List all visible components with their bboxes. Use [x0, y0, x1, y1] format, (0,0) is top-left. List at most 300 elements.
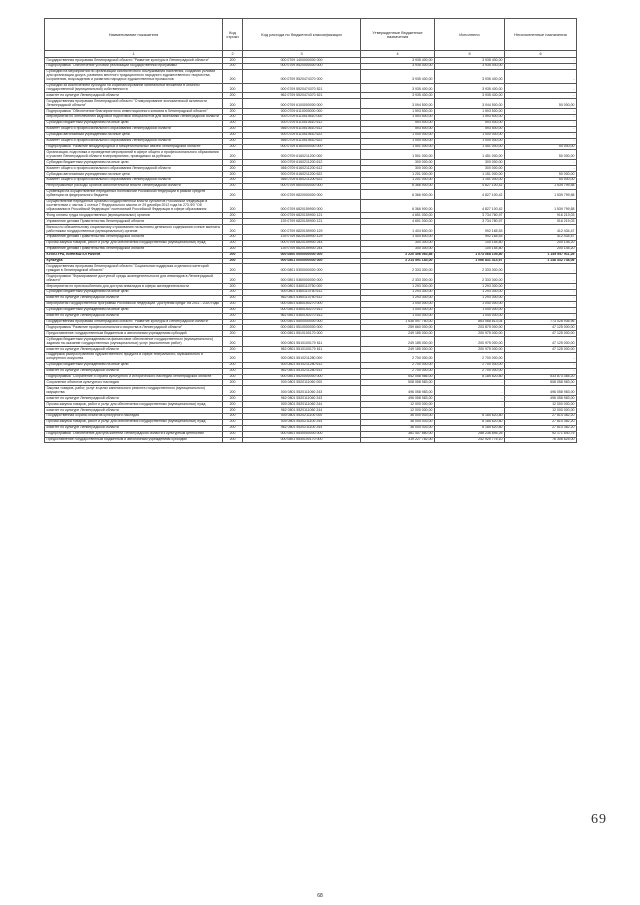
row-line-code: 200	[223, 93, 243, 99]
row-executed: 1 000 000,00	[435, 132, 505, 138]
row-unexecuted: -	[505, 295, 577, 301]
row-unexecuted: 1 539 799,58	[505, 183, 577, 189]
row-approved: 593 500,00	[361, 126, 435, 132]
row-name: Государственная охрана объектов культурного наследия	[45, 413, 223, 419]
row-line-code: 200	[223, 225, 243, 235]
row-approved: 1 201 000,00	[361, 172, 435, 178]
row-name: Комитет общего и профессионального образования Ленинградской области	[45, 138, 223, 144]
row-approved: 1 593 500,00	[361, 114, 435, 120]
row-executed: 1 040 000,00	[435, 301, 505, 307]
row-executed: 200 975 000,00	[435, 331, 505, 337]
row-executed: 1 040 000,00	[435, 307, 505, 313]
row-executed: 3 044 500,00	[435, 99, 505, 109]
row-line-code: 200	[223, 419, 243, 425]
table-row	[45, 264, 577, 274]
row-name: Субсидии за исключением субсидий на софинансирование капитальных вложений в объекты государственной (муниципальной) собственности	[45, 83, 223, 93]
row-line-code: 200	[223, 319, 243, 325]
row-executed: 2 333 300,00	[435, 274, 505, 284]
row-unexecuted: 50 000,00	[505, 172, 577, 178]
row-expense-code: 000 0709 6820159900 000	[243, 199, 361, 213]
row-unexecuted: 50 000,00	[505, 150, 577, 160]
row-unexecuted: -	[505, 166, 577, 172]
row-unexecuted: -	[505, 63, 577, 69]
row-unexecuted: -	[505, 352, 577, 362]
row-unexecuted: 200 145,20	[505, 240, 577, 246]
row-expense-code: 000 0709 5520000000 000	[243, 63, 361, 69]
row-expense-code: 962 0801 5520211100 244	[243, 425, 361, 431]
row-executed: 4 827 100,42	[435, 189, 505, 199]
row-name: Подпрограмма "Обеспечение доступа жителей Ленинградской области к культурным ценностям"	[45, 431, 223, 437]
row-expense-code: 000 0709 6110000000 000	[243, 109, 361, 115]
row-approved: 300 300,00	[361, 240, 435, 246]
row-name: Осуществление переданных органам государственной власти субъектов Российской Федерации в соответствии с частью 1 статьи 7 Федерального закона от 29 декабря 2012 года № 273-ФЗ "Об образовании в Российской Федерации" полномочий Российской Федерации в сфере образования	[45, 199, 223, 213]
row-expense-code: 000 0801 5510000000 000	[243, 325, 361, 331]
row-approved: 3 935 400,00	[361, 63, 435, 69]
row-expense-code: 000 0801 5500000000 000	[243, 319, 361, 325]
row-expense-code: 000 0801 5360150270 612	[243, 307, 361, 313]
row-name: комитет по культуре Ленинградской области	[45, 347, 223, 353]
row-executed: 300 000,00	[435, 160, 505, 166]
row-executed: 2 700 000,00	[435, 352, 505, 362]
row-name: Поддержка распространения художественного продукта в сфере театрального, музыкального и концертного искусства	[45, 352, 223, 362]
row-approved: 12 000 000,00	[361, 408, 435, 414]
row-expense-code: 000 0709 5520474370 000	[243, 69, 361, 83]
row-line-code: 200	[223, 396, 243, 402]
row-unexecuted: 496 058 983,00	[505, 396, 577, 402]
table-row	[45, 199, 577, 213]
row-name: Подпрограмма "Развитие профессионального искусства в Ленинградской области"	[45, 325, 223, 331]
row-name: Субсидии бюджетным учреждениям на иные цели	[45, 120, 223, 126]
row-expense-code: 000 0801 5510100170 000	[243, 331, 361, 337]
row-line-code: 200	[223, 313, 243, 319]
table-row	[45, 225, 577, 235]
handwritten-page-stamp: 69	[591, 812, 607, 827]
row-unexecuted: -	[505, 284, 577, 290]
row-expense-code: 066 0709 6160211200 622	[243, 177, 361, 183]
row-expense-code: 000 0709 6820159900 244	[243, 240, 361, 246]
row-executed: 200 975 000,00	[435, 337, 505, 347]
row-executed: 992 165,53	[435, 225, 505, 235]
table-row	[45, 386, 577, 396]
row-name: Закупка товаров, работ, услуг в целях капитального ремонта государственного (муниципального) имущества	[45, 386, 223, 396]
row-expense-code: 000 0801 5510211280 000	[243, 352, 361, 362]
row-line-code: 200	[223, 120, 243, 126]
row-unexecuted: 27 814 382,20	[505, 425, 577, 431]
row-expense-code: 000 0709 6820159900 129	[243, 225, 361, 235]
row-line-code: 200	[223, 374, 243, 380]
row-line-code: 200	[223, 337, 243, 347]
header-line-code: Код строки	[223, 19, 243, 51]
row-unexecuted: 496 058 983,00	[505, 386, 577, 396]
row-executed: 8 185 620,80	[435, 419, 505, 425]
row-name: Непрограммные расходы органов исполнительной власти Ленинградской области	[45, 183, 223, 189]
row-expense-code: 066 0709 6110510610 612	[243, 126, 361, 132]
row-name: Подпрограмма "Сохранение и охрана культурного и исторического наследия Ленинградской области"	[45, 374, 223, 380]
row-name: Комитет общего и профессионального образования Ленинградской области	[45, 166, 223, 172]
row-name: Культура	[45, 258, 223, 264]
row-line-code: 200	[223, 402, 243, 408]
row-approved: 4 651 000,00	[361, 213, 435, 219]
row-line-code: 200	[223, 246, 243, 252]
row-line-code: 200	[223, 83, 243, 93]
row-executed: 593 500,00	[435, 120, 505, 126]
row-executed: 1 593 500,00	[435, 109, 505, 115]
row-unexecuted: -	[505, 114, 577, 120]
row-unexecuted: -	[505, 160, 577, 166]
row-approved: 300 000,00	[361, 160, 435, 166]
row-approved: 1 501 000,00	[361, 150, 435, 160]
row-executed: 1 451 000,00	[435, 144, 505, 150]
report-sheet	[44, 18, 576, 443]
row-approved: 319 227 782,00	[361, 437, 435, 443]
row-unexecuted: 50 000,00	[505, 99, 577, 109]
row-line-code: 200	[223, 132, 243, 138]
row-expense-code: 962 0801 5510211280 612	[243, 368, 361, 374]
row-approved: 36 000 003,00	[361, 413, 435, 419]
row-expense-code: 000 0801 5520111060 243	[243, 386, 361, 396]
row-name: КУЛЬТУРА, КИНЕМАТОГРАФИЯ	[45, 252, 223, 258]
header-expense-code: Код расхода по бюджетной классификации	[243, 19, 361, 51]
row-expense-code: 000 0709 6110510610 622	[243, 132, 361, 138]
row-expense-code: 000 0801 5360110750 612	[243, 289, 361, 295]
row-unexecuted: -	[505, 274, 577, 284]
row-expense-code: 962 0801 5360150270 612	[243, 313, 361, 319]
row-line-code: 200	[223, 258, 243, 264]
row-approved: 1 636 097 760,00	[361, 319, 435, 325]
row-expense-code: 962 0801 5520111060 244	[243, 408, 361, 414]
row-line-code: 200	[223, 138, 243, 144]
row-executed: 1 593 500,00	[435, 114, 505, 120]
row-name: Государственная программа Ленинградской области "Стимулирование экономической активности Ленинградской области"	[45, 99, 223, 109]
row-approved: 3 935 400,00	[361, 93, 435, 99]
row-approved: 1 040 000,00	[361, 301, 435, 307]
row-line-code: 200	[223, 264, 243, 274]
row-executed: 3 734 780,97	[435, 219, 505, 225]
row-name: комитет по культуре Ленинградской области	[45, 368, 223, 374]
row-expense-code: 000 0709 6160211200 622	[243, 172, 361, 178]
table-row	[45, 337, 577, 347]
row-unexecuted: 27 814 382,20	[505, 413, 577, 419]
column-index: 1	[45, 51, 223, 58]
row-unexecuted: -	[505, 83, 577, 93]
row-expense-code: 000 0801 5360110750 000	[243, 284, 361, 290]
row-unexecuted: -	[505, 264, 577, 274]
row-line-code: 200	[223, 425, 243, 431]
table-row	[45, 83, 577, 93]
row-expense-code: 066 0709 6160211200 612	[243, 166, 361, 172]
column-index: 4	[361, 51, 435, 58]
row-line-code: 200	[223, 144, 243, 150]
row-executed: -	[435, 402, 505, 408]
row-expense-code: 139 0709 6820159900 121	[243, 219, 361, 225]
row-expense-code: 000 0709 6110510610 000	[243, 114, 361, 120]
row-line-code: 200	[223, 63, 243, 69]
row-line-code: 200	[223, 240, 243, 246]
row-name: Государственная программа Ленинградской области "Развитие культуры в Ленинградской области"	[45, 319, 223, 325]
table-row	[45, 150, 577, 160]
row-name: комитет по культуре Ленинградской области	[45, 425, 223, 431]
row-approved: 6 366 900,00	[361, 199, 435, 213]
row-expense-code: 000 0801 5300000000 000	[243, 264, 361, 274]
row-name: Подпрограмма "Обеспечение благоприятного инвестиционного климата в Ленинградской области"	[45, 109, 223, 115]
row-line-code: 200	[223, 368, 243, 374]
row-line-code: 200	[223, 295, 243, 301]
row-approved: 1 404 600,00	[361, 225, 435, 235]
row-approved: 1 000 000,00	[361, 132, 435, 138]
row-unexecuted: 47 125 000,00	[505, 337, 577, 347]
row-unexecuted: -	[505, 58, 577, 64]
row-executed: 1 040 000,00	[435, 313, 505, 319]
row-approved: 1 293 300,00	[361, 284, 435, 290]
row-executed: 1 451 000,00	[435, 150, 505, 160]
row-expense-code: 000 0709 1400000000 000	[243, 58, 361, 64]
row-line-code: 200	[223, 199, 243, 213]
row-unexecuted: 508 058 983,00	[505, 380, 577, 386]
header-name: Наименование показателя	[45, 19, 223, 51]
row-approved: 4 651 000,00	[361, 219, 435, 225]
table-row	[45, 189, 577, 199]
table-body	[45, 58, 577, 443]
row-line-code: 200	[223, 289, 243, 295]
row-name: Субсидии бюджетным учреждениям на иные цели	[45, 289, 223, 295]
row-approved: 1 040 000,00	[361, 307, 435, 313]
row-unexecuted: 1 149 957 911,26	[505, 252, 577, 258]
row-name: Управление делами Правительства Ленинградской области	[45, 234, 223, 240]
row-name: комитет по культуре Ленинградской области	[45, 93, 223, 99]
row-line-code: 200	[223, 126, 243, 132]
row-expense-code: 000 0801 5360150270 000	[243, 301, 361, 307]
row-name: комитет по культуре Ленинградской области	[45, 295, 223, 301]
row-approved: 2 700 000,00	[361, 362, 435, 368]
column-index: 3	[243, 51, 361, 58]
row-unexecuted: 50 000,00	[505, 144, 577, 150]
row-expense-code: 000 0709 6160211200 612	[243, 160, 361, 166]
row-approved: 249 185 000,00	[361, 331, 435, 337]
row-approved: 381 407 860,00	[361, 431, 435, 437]
row-approved: 1 040 000,00	[361, 313, 435, 319]
row-executed: 8 185 620,80	[435, 374, 505, 380]
row-executed: 200 975 000,00	[435, 347, 505, 353]
column-index: 5	[435, 51, 505, 58]
row-executed: 242 920 775,10	[435, 437, 505, 443]
header-approved: Утвержденные бюджетные назначения	[361, 19, 435, 51]
page-number: 68	[317, 893, 323, 899]
row-line-code: 200	[223, 252, 243, 258]
row-executed: 1 066 831 414,97	[435, 258, 505, 264]
header-unexecuted: Неисполненные назначения	[505, 19, 577, 51]
row-unexecuted: 1 539 799,58	[505, 199, 577, 213]
row-line-code: 200	[223, 150, 243, 160]
row-name: Субсидии бюджетным учреждениям на иные цели	[45, 307, 223, 313]
row-executed: 3 935 400,00	[435, 93, 505, 99]
row-unexecuted: 533 873 365,20	[505, 374, 577, 380]
row-unexecuted: 47 125 000,00	[505, 325, 577, 331]
row-name: Субвенции на осуществление переданных полномочий Российской Федерации в рамках средств субвенции из федерального бюджета	[45, 189, 223, 199]
row-expense-code: 000 0709 6800000000 000	[243, 183, 361, 189]
row-approved: 1 501 000,00	[361, 144, 435, 150]
row-approved: 249 185 000,00	[361, 347, 435, 353]
column-index: 6	[505, 51, 577, 58]
row-expense-code: 066 0709 6110510610 622	[243, 138, 361, 144]
row-executed: 4 827 100,42	[435, 199, 505, 213]
row-line-code: 200	[223, 213, 243, 219]
row-executed: 8 185 620,80	[435, 413, 505, 419]
table-row	[45, 99, 577, 109]
column-index-row	[45, 51, 577, 58]
row-approved: 542 058 986,00	[361, 374, 435, 380]
row-line-code: 200	[223, 301, 243, 307]
row-approved: 3 935 400,00	[361, 69, 435, 83]
row-executed: 100 154,80	[435, 246, 505, 252]
row-expense-code: 000 0801 5530100170 000	[243, 437, 361, 443]
row-line-code: 200	[223, 331, 243, 337]
row-executed: 1 151 000,00	[435, 177, 505, 183]
row-executed: 1 000 000,00	[435, 138, 505, 144]
row-expense-code: 000 0801 5520211100 244	[243, 419, 361, 425]
row-line-code: 200	[223, 325, 243, 331]
row-line-code: 200	[223, 413, 243, 419]
row-line-code: 200	[223, 362, 243, 368]
row-approved: 2 333 300,00	[361, 274, 435, 284]
row-approved: 1 201 000,00	[361, 177, 435, 183]
row-name: комитет по культуре Ленинградской области	[45, 408, 223, 414]
row-line-code: 200	[223, 437, 243, 443]
row-executed: 1 151 000,00	[435, 172, 505, 178]
row-executed: 100 154,80	[435, 240, 505, 246]
row-executed: -	[435, 396, 505, 402]
row-approved: 2 214 591 183,00	[361, 258, 435, 264]
row-expense-code: 139 0709 6820159900 244	[243, 246, 361, 252]
row-name: Субсидии бюджетным учреждениям на иные цели	[45, 160, 223, 166]
row-expense-code: 000 0801 5520111060 000	[243, 380, 361, 386]
row-name: Субсидии автономным учреждениям на иные цели	[45, 132, 223, 138]
row-line-code: 200	[223, 347, 243, 353]
budget-table	[44, 18, 577, 443]
row-unexecuted: 47 125 000,00	[505, 347, 577, 353]
row-line-code: 200	[223, 284, 243, 290]
row-name: Государственная программа Ленинградской области "Социальная поддержка отдельных категорий граждан в Ленинградской области"	[45, 264, 223, 274]
row-name: Субсидии бюджетным учреждениям на иные цели	[45, 362, 223, 368]
row-line-code: 200	[223, 386, 243, 396]
row-line-code: 200	[223, 380, 243, 386]
row-expense-code: 000 0801 5510211280 612	[243, 362, 361, 368]
row-approved: 1 000 000,00	[361, 138, 435, 144]
row-name: Государственная программа Ленинградской области "Развитие культуры в Ленинградской области"	[45, 58, 223, 64]
row-executed: 288 236 895,25	[435, 431, 505, 437]
row-name: Сохранение объектов культурного наследия	[45, 380, 223, 386]
row-unexecuted: 412 434,47	[505, 225, 577, 235]
row-name: Фонд оплаты труда государственных (муниципальных) органов	[45, 213, 223, 219]
row-name: Подпрограмма "Формирование доступной среды жизнедеятельности для инвалидов в Ленинградской области"	[45, 274, 223, 284]
row-name: Управление делами Правительства Ленинградской области	[45, 219, 223, 225]
row-executed: -	[435, 380, 505, 386]
row-name: Подпрограмма "Обеспечение условий реализации государственной программы"	[45, 63, 223, 69]
row-approved: 6 366 900,00	[361, 183, 435, 189]
row-executed: 300 000,00	[435, 166, 505, 172]
row-name: Субсидии автономным учреждениям на иные цели	[45, 172, 223, 178]
row-executed: 3 935 400,00	[435, 63, 505, 69]
row-expense-code: 000 0801 0000000000 000	[243, 258, 361, 264]
row-line-code: 200	[223, 352, 243, 362]
row-executed: 2 700 000,00	[435, 368, 505, 374]
row-unexecuted: 916 219,03	[505, 213, 577, 219]
row-executed: 1 293 300,00	[435, 284, 505, 290]
column-index: 2	[223, 51, 243, 58]
row-approved: 496 058 983,00	[361, 396, 435, 402]
row-executed: 8 185 620,80	[435, 425, 505, 431]
row-line-code: 200	[223, 219, 243, 225]
row-unexecuted: 27 814 382,20	[505, 419, 577, 425]
row-line-code: 200	[223, 183, 243, 189]
row-unexecuted: 47 125 000,00	[505, 331, 577, 337]
row-expense-code: 000 0709 6820159900 121	[243, 213, 361, 219]
row-expense-code: 000 0709 6100000000 000	[243, 99, 361, 109]
row-approved: 3 935 400,00	[361, 58, 435, 64]
row-approved: 36 000 003,00	[361, 425, 435, 431]
row-approved: 2 700 000,00	[361, 352, 435, 362]
row-approved: 2 700 000,00	[361, 368, 435, 374]
row-line-code: 200	[223, 109, 243, 115]
row-expense-code: 139 0709 6820159900 129	[243, 234, 361, 240]
table-row	[45, 437, 577, 443]
row-unexecuted: 200 145,20	[505, 246, 577, 252]
row-executed: 992 165,53	[435, 234, 505, 240]
row-line-code: 200	[223, 408, 243, 414]
row-unexecuted: 76 306 825,00	[505, 437, 577, 443]
row-unexecuted: -	[505, 126, 577, 132]
row-approved: 2 333 300,00	[361, 264, 435, 274]
row-executed: -	[435, 386, 505, 396]
row-unexecuted: -	[505, 313, 577, 319]
row-executed: 3 935 400,00	[435, 69, 505, 83]
row-name: Субсидии бюджетным учреждениям на финансовое обеспечение государственного (муниципального) задания на оказание государственных (муниципальных) услуг (выполнение работ)	[45, 337, 223, 347]
row-unexecuted: 92 171 640,75	[505, 431, 577, 437]
row-approved: 2 220 456 063,86	[361, 252, 435, 258]
row-name: Подпрограмма "Развитие международных и межрегиональных связей Ленинградской области"	[45, 144, 223, 150]
row-executed: 1 073 068 105,80	[435, 252, 505, 258]
row-line-code: 200	[223, 307, 243, 313]
row-unexecuted: -	[505, 362, 577, 368]
row-executed: 593 500,00	[435, 126, 505, 132]
row-unexecuted: 916 219,03	[505, 219, 577, 225]
row-name: комитет по культуре Ленинградской области	[45, 313, 223, 319]
row-approved: 300 000,00	[361, 166, 435, 172]
row-unexecuted: 1 148 332 748,06	[505, 258, 577, 264]
table-row	[45, 274, 577, 284]
row-approved: 36 000 003,00	[361, 419, 435, 425]
row-name: Мероприятия государственной программы Российской Федерации "Доступная среда" на 2011 - 2020 годы	[45, 301, 223, 307]
row-unexecuted: 12 000 000,00	[505, 402, 577, 408]
row-line-code: 200	[223, 172, 243, 178]
row-unexecuted: -	[505, 368, 577, 374]
row-approved: 1 293 300,00	[361, 289, 435, 295]
row-expense-code: 000 0709 6160211200 000	[243, 150, 361, 160]
row-unexecuted: -	[505, 138, 577, 144]
row-expense-code: 000 0709 5520474370 521	[243, 83, 361, 93]
row-executed: 863 068 813,04	[435, 319, 505, 325]
row-unexecuted: 773 028 936,96	[505, 319, 577, 325]
row-name: Комитет общего и профессионального образования Ленинградской области	[45, 177, 223, 183]
row-approved: 508 058 983,00	[361, 380, 435, 386]
row-line-code: 200	[223, 234, 243, 240]
row-executed: 1 293 300,00	[435, 295, 505, 301]
row-line-code: 200	[223, 160, 243, 166]
row-name: Субсидии на мероприятия по организации библиотечного обслуживания населения, созданию условий для организации досуга, развитию местного традиционного народного художественного творчества, сохранению, возрождению и развитию народных художественных промыслов	[45, 69, 223, 83]
row-executed: 3 734 780,97	[435, 213, 505, 219]
header-row	[45, 19, 577, 51]
row-line-code: 200	[223, 166, 243, 172]
row-unexecuted: -	[505, 109, 577, 115]
